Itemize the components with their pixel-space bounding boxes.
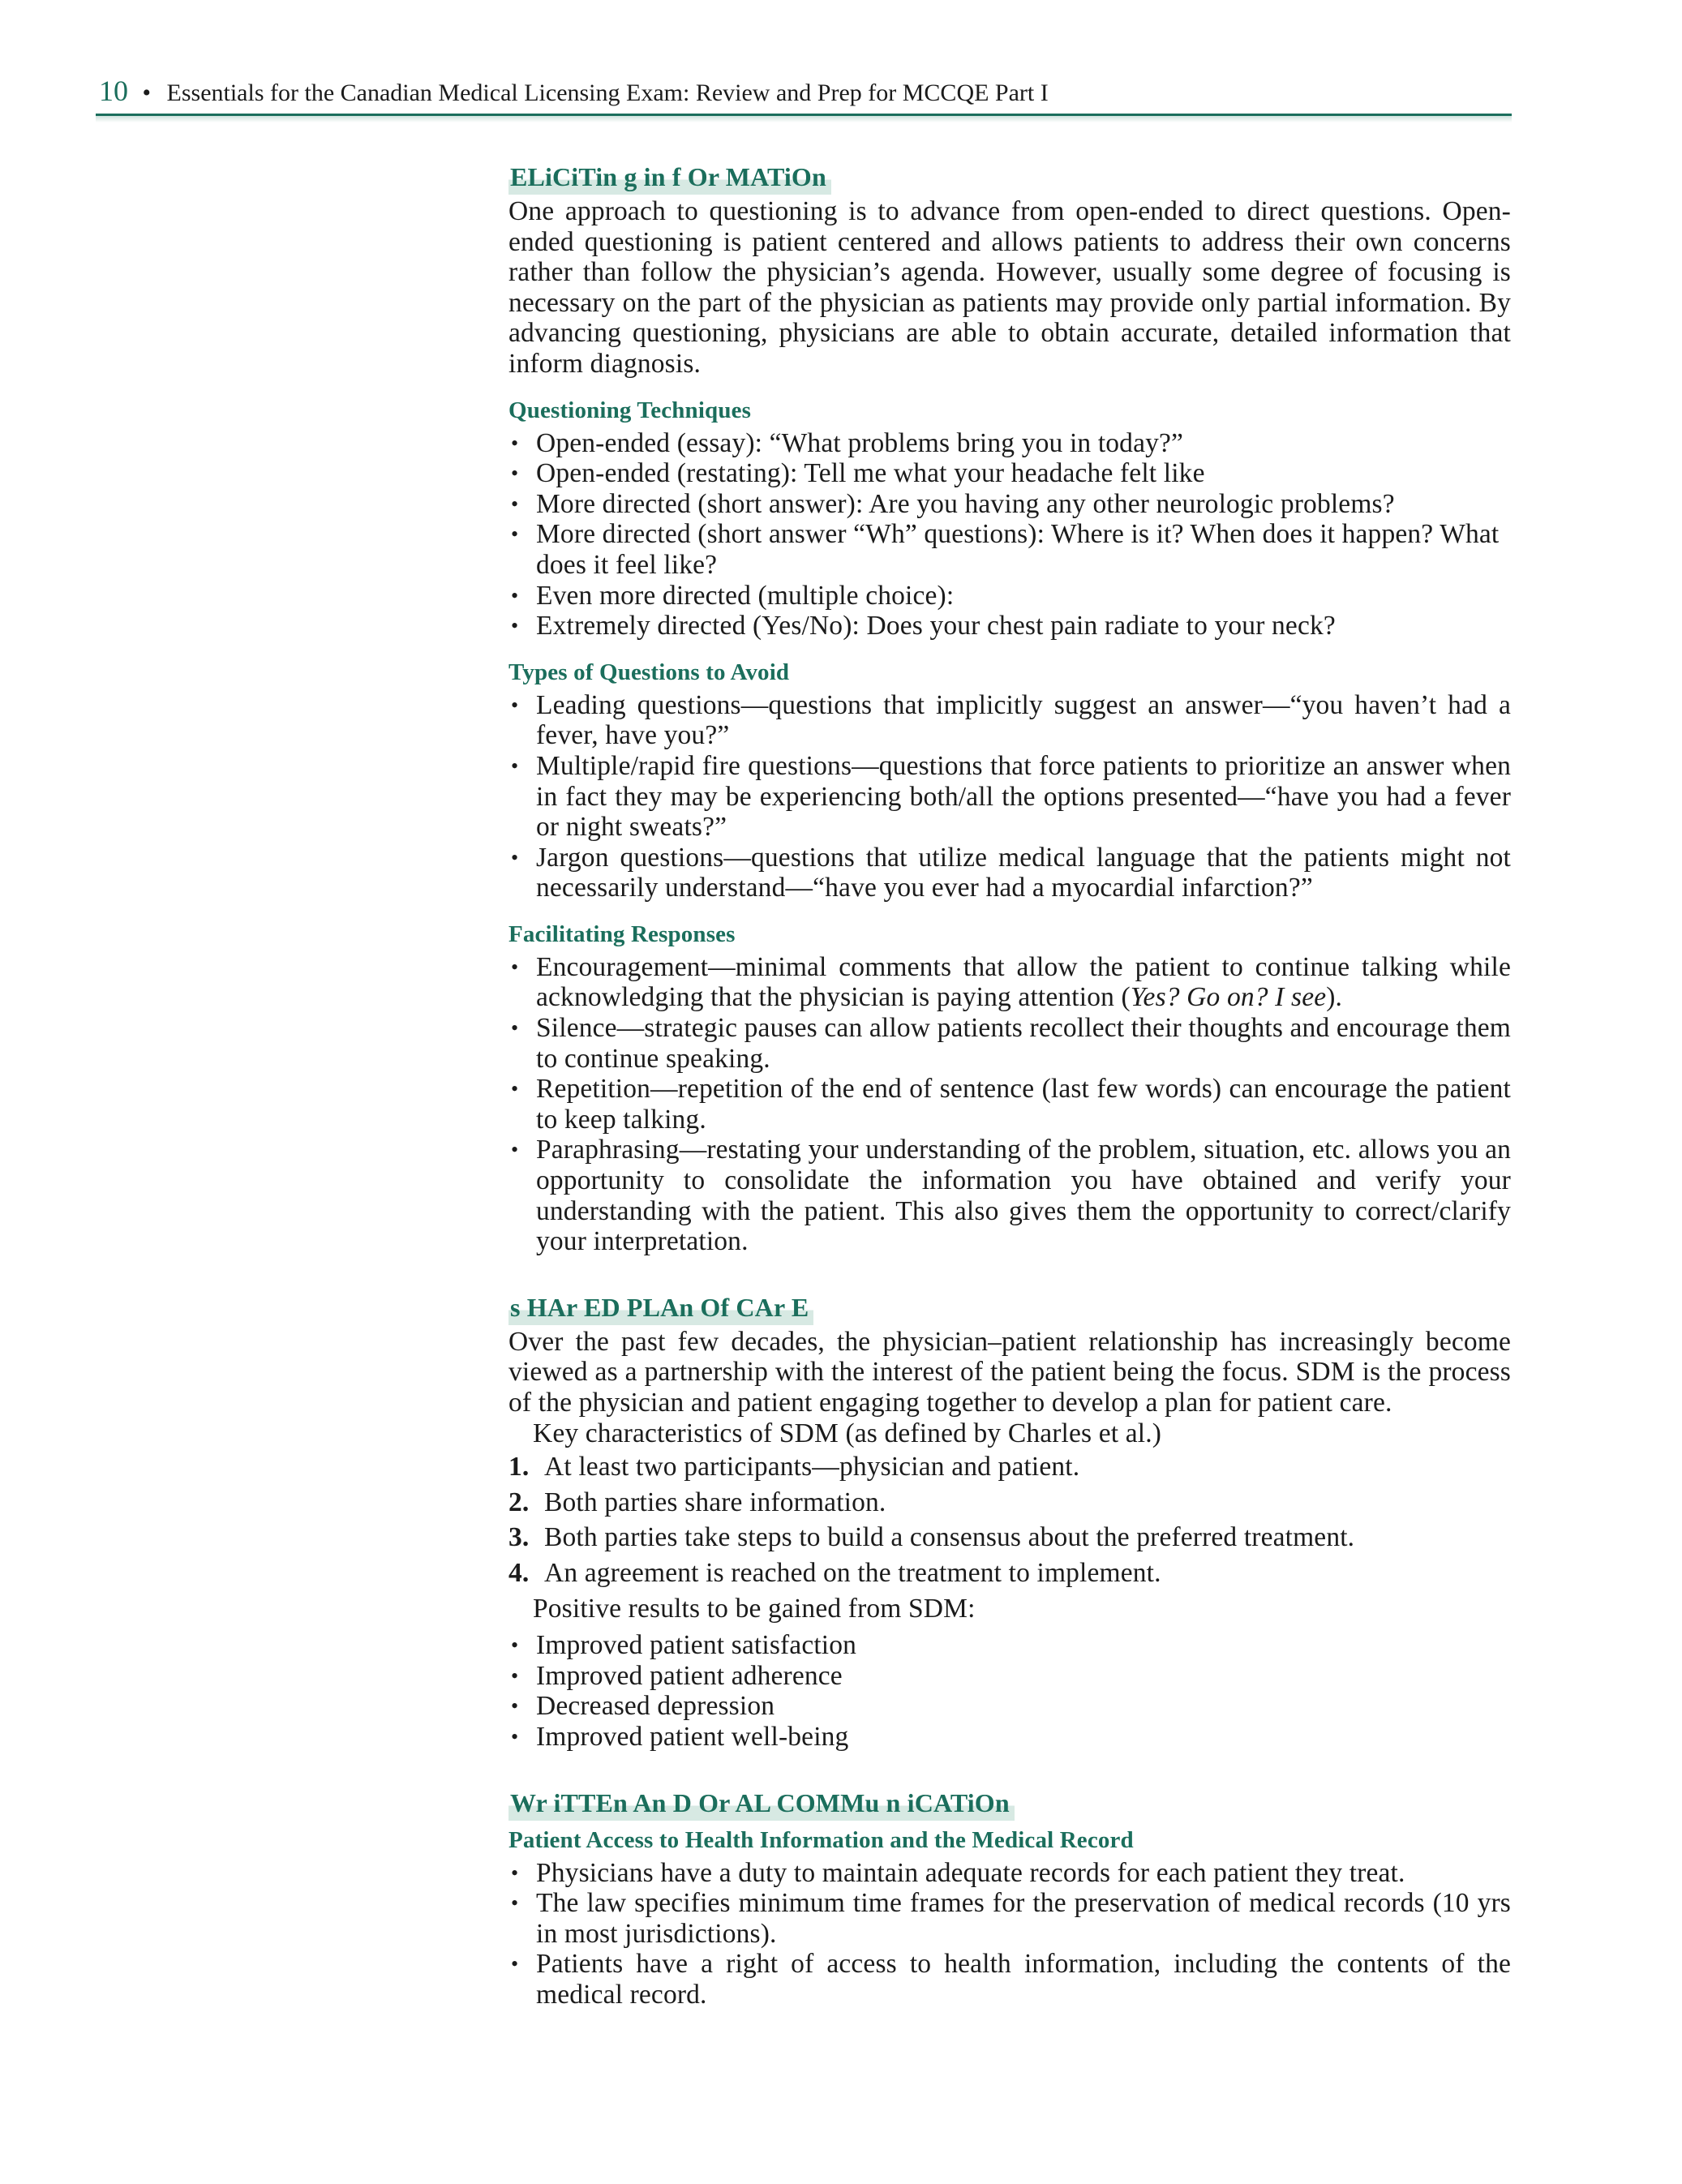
header-rule-shadow: [96, 116, 1512, 122]
list-item: • Silence—strategic pauses can allow patients recollect their thoughts and encourage them to continue speaking.: [508, 1013, 1511, 1074]
header-separator: •: [142, 79, 152, 106]
list-item: • Repetition—repetition of the end of sentence (last few words) can encourage the patient to keep talking.: [508, 1074, 1511, 1135]
list-item: • Open-ended (essay): “What problems bring you in today?”: [508, 428, 1511, 459]
key-characteristics-intro: Key characteristics of SDM (as defined by Charles et al.): [533, 1418, 1162, 1448]
list-item: • Patients have a right of access to health information, including the contents of the medical record.: [508, 1949, 1511, 2010]
book-title: Essentials for the Canadian Medical Licensing Exam: Review and Prep for MCCQE Part I: [166, 79, 1049, 106]
item-number: 2.: [508, 1487, 530, 1517]
list-item: • Improved patient satisfaction: [508, 1630, 1511, 1661]
item-number: 3.: [508, 1522, 530, 1553]
item-number: 1.: [508, 1452, 530, 1482]
page-body: [508, 159, 1511, 2010]
section-title-eliciting: ELiCiTin g in f Or MATiOn: [508, 159, 831, 195]
list-item: • Open-ended (restating): Tell me what your headache felt like: [508, 458, 1511, 489]
characteristics-list: [508, 1452, 1511, 1588]
encouragement-text: Encouragement—minimal comments that allow the patient to continue talking while acknowledging that the physician is paying attention (: [536, 951, 1511, 1013]
subhead-facilitating: Facilitating Responses: [508, 920, 736, 947]
list-item: [508, 1558, 1511, 1589]
avoid-list: [508, 690, 1511, 903]
list-item: [508, 1452, 1511, 1482]
item-text: At least two participants—physician and patient.: [544, 1452, 1080, 1482]
subhead-avoid: Types of Questions to Avoid: [508, 659, 790, 685]
item-text: An agreement is reached on the treatment to implement.: [544, 1557, 1161, 1588]
positive-results-list: [508, 1630, 1511, 1752]
subhead-questioning: Questioning Techniques: [508, 397, 752, 423]
list-item: • Improved patient adherence: [508, 1661, 1511, 1692]
shared-plan-intro: Over the past few decades, the physician–patient relationship has increasingly become viewed as a partnership with the interest of the patient being the focus. SDM is the process of the physician and patient engaging together to develop a plan for patient care.: [508, 1326, 1511, 1418]
list-item: • More directed (short answer “Wh” questions): Where is it? When does it happen? What does it feel like?: [508, 519, 1511, 580]
list-item: [508, 1522, 1511, 1553]
questioning-list: [508, 428, 1511, 641]
list-item: • Decreased depression: [508, 1691, 1511, 1722]
patient-access-list: [508, 1858, 1511, 2010]
list-item: • Multiple/rapid fire questions—questions that force patients to prioritize an answer when in fact they may be experiencing both/all the options presented—“have you had a fever or night sweats?”: [508, 751, 1511, 843]
list-item: • Physicians have a duty to maintain adequate records for each patient they treat.: [508, 1858, 1511, 1889]
section-title-shared-plan: s HAr ED PLAn Of CAr E: [508, 1289, 813, 1325]
list-item: • Paraphrasing—restating your understanding of the problem, situation, etc. allows you an opportunity to consolidate the information you have obtained and verify your understanding with the patient. This also gives them the opportunity to correct/clarify your interpretation.: [508, 1135, 1511, 1256]
list-item: • Even more directed (multiple choice):: [508, 581, 1511, 611]
page-number: 10: [99, 75, 128, 107]
eliciting-intro: One approach to questioning is to advance from open-ended to direct questions. Open-ended questioning is patient centered and allows patients to address their own concerns rather than follow the physician’s agenda. However, usually some degree of focusing is necessary on the part of the physician as patients may provide only partial information. By advancing questioning, physicians are able to obtain accurate, detailed information that inform diagnosis.: [508, 196, 1511, 379]
encouragement-examples: Yes? Go on? I see: [1130, 982, 1327, 1013]
item-text: Both parties take steps to build a consensus about the preferred treatment.: [544, 1522, 1355, 1553]
item-text: Both parties share information.: [544, 1487, 886, 1517]
list-item: • Extremely directed (Yes/No): Does your chest pain radiate to your neck?: [508, 611, 1511, 641]
running-header: [99, 75, 1508, 107]
list-item: [508, 1487, 1511, 1518]
positive-results-intro: Positive results to be gained from SDM:: [533, 1593, 976, 1624]
list-item: • Leading questions—questions that implicitly suggest an answer—“you haven’t had a fever, have you?”: [508, 690, 1511, 751]
facilitating-list: [508, 952, 1511, 1257]
encouragement-end: ).: [1326, 982, 1343, 1013]
subhead-patient-access: Patient Access to Health Information and the Medical Record: [508, 1826, 1134, 1853]
section-title-written: Wr iTTEn An D Or AL COMMu n iCATiOn: [508, 1785, 1015, 1821]
list-item: • Improved patient well-being: [508, 1722, 1511, 1753]
list-item: [508, 952, 1511, 1013]
list-item: • The law specifies minimum time frames for the preservation of medical records (10 yrs in most jurisdictions).: [508, 1888, 1511, 1949]
list-item: • More directed (short answer): Are you having any other neurologic problems?: [508, 489, 1511, 520]
list-item: • Jargon questions—questions that utilize medical language that the patients might not necessarily understand—“have you ever had a myocardial infarction?”: [508, 843, 1511, 903]
item-number: 4.: [508, 1557, 530, 1588]
